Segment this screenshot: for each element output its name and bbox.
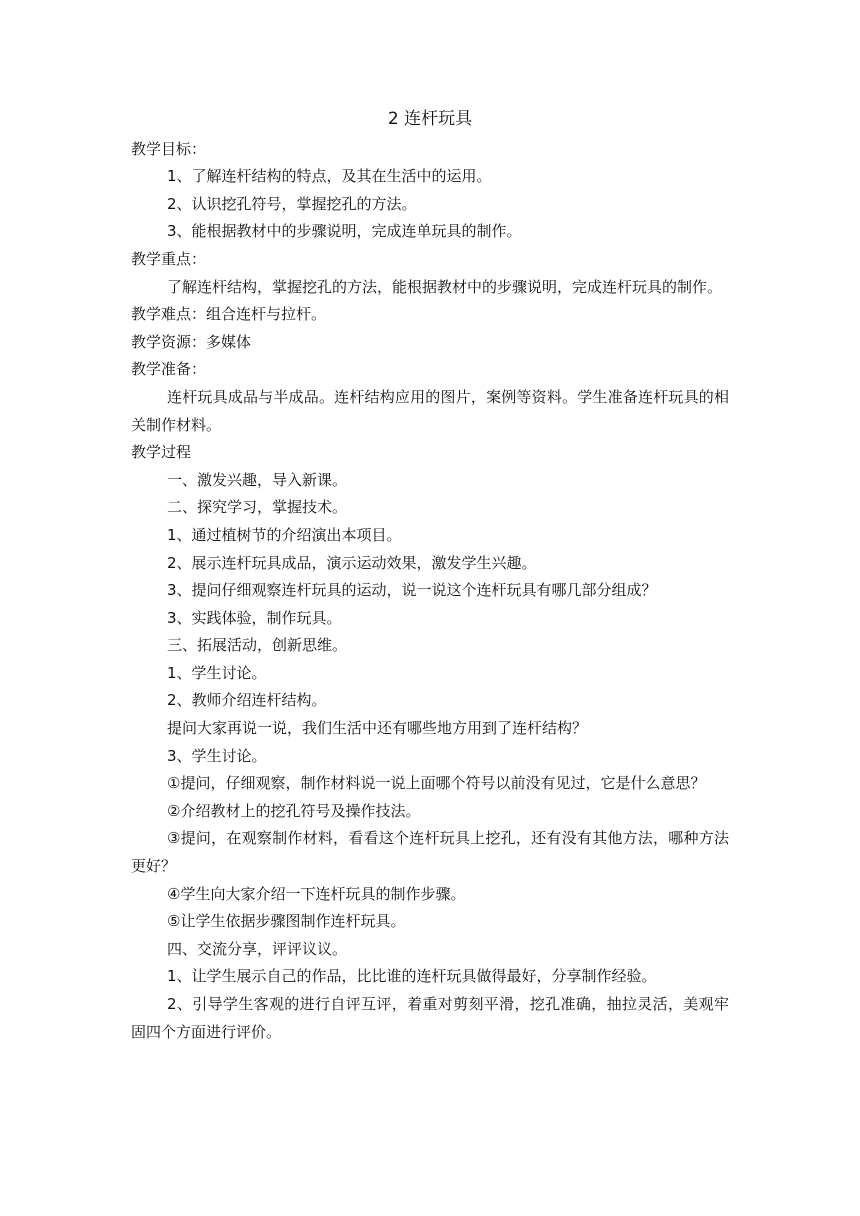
text-line: 3、提问仔细观察连杆玩具的运动，说一说这个连杆玩具有哪几部分组成？ (167, 581, 657, 600)
text-line: ③提问，在观察制作材料，看看这个连杆玩具上挖孔，还有没有其他方法，哪种方法更好？ (131, 829, 729, 876)
text-line: 3、能根据教材中的步骤说明，完成连单玩具的制作。 (167, 222, 522, 241)
text-line: ②介绍教材上的挖孔符号及操作技法。 (167, 801, 421, 820)
text-line: 教学准备： (131, 360, 207, 379)
text-line: ⑤让学生依据步骤图制作连杆玩具。 (167, 912, 406, 931)
text-line: 2、展示连杆玩具成品，演示运动效果，激发学生兴趣。 (167, 553, 537, 572)
text-line: 3、学生讨论。 (167, 746, 267, 765)
document-body (131, 136, 729, 1047)
text-line: 1、通过植树节的介绍演出本项目。 (167, 525, 402, 544)
text-line: 教学重点： (131, 249, 207, 268)
text-line: 1、让学生展示自己的作品，比比谁的连杆玩具做得最好，分享制作经验。 (167, 967, 657, 986)
text-line: 连杆玩具成品与半成品。连杆结构应用的图片，案例等资料。学生准备连杆玩具的相关制作材料。 (131, 387, 729, 434)
text-line: 1、学生讨论。 (167, 663, 267, 682)
text-line: 教学资源：多媒体 (131, 332, 252, 351)
text-line: ①提问，仔细观察，制作材料说一说上面哪个符号以前没有见过，它是什么意思？ (167, 774, 706, 793)
text-line: ④学生向大家介绍一下连杆玩具的制作步骤。 (167, 884, 466, 903)
text-line: 一、激发兴趣，导入新课。 (167, 470, 348, 489)
document-page (131, 106, 729, 1046)
text-line: 1、了解连杆结构的特点，及其在生活中的运用。 (167, 167, 492, 186)
text-line: 教学目标： (131, 139, 207, 158)
text-line: 三、拓展活动，创新思维。 (167, 636, 348, 655)
document-title: 2 连杆玩具 (387, 109, 473, 129)
text-line: 2、认识挖孔符号，掌握挖孔的方法。 (167, 194, 417, 213)
text-line: 二、探究学习，掌握技术。 (167, 498, 348, 517)
text-line: 3、实践体验，制作玩具。 (167, 608, 342, 627)
text-line: 教学过程 (131, 443, 192, 462)
text-line: 2、教师介绍连杆结构。 (167, 691, 327, 710)
text-line: 提问大家再说一说，我们生活中还有哪些地方用到了连杆结构？ (167, 719, 588, 738)
text-line: 四、交流分享，评评议议。 (167, 939, 348, 958)
text-line: 2、引导学生客观的进行自评互评，着重对剪刻平滑，挖孔准确，抽拉灵活，美观牢固四个方面进行评价。 (131, 995, 729, 1041)
text-line: 教学难点：组合连杆与拉杆。 (131, 305, 327, 324)
text-line: 了解连杆结构，掌握挖孔的方法，能根据教材中的步骤说明，完成连杆玩具的制作。 (167, 277, 723, 296)
